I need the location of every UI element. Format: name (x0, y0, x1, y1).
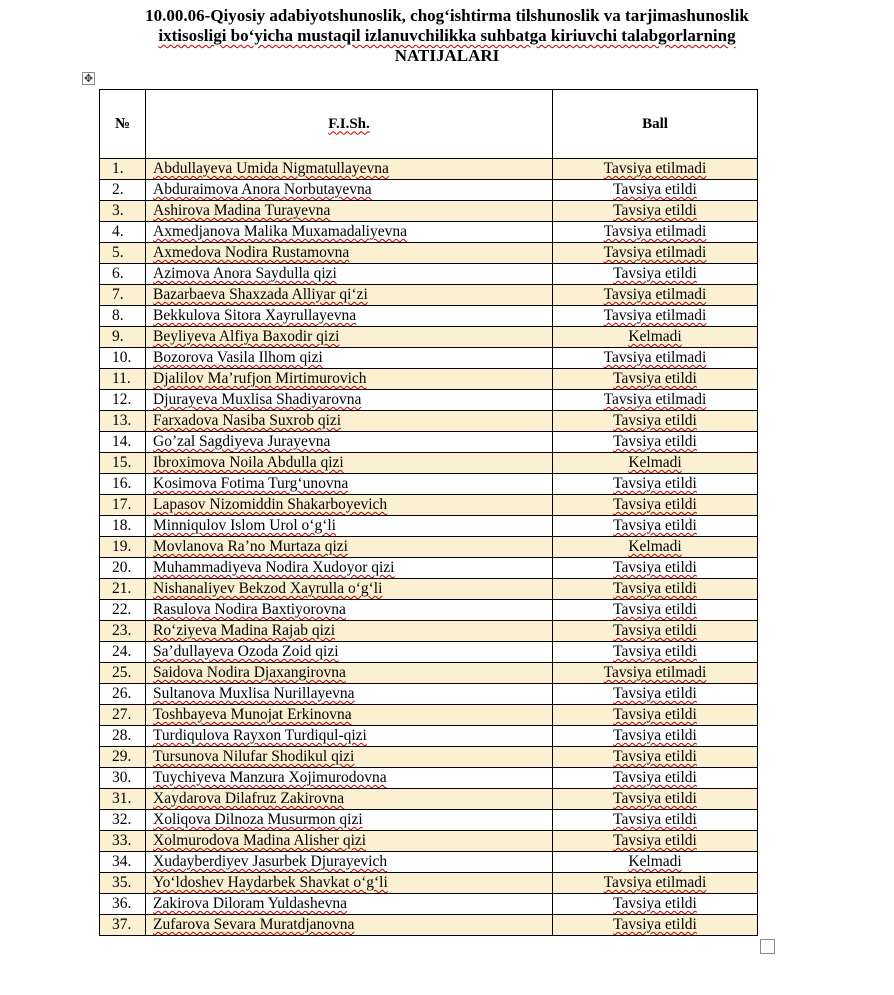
row-status: Kelmadi (628, 328, 682, 345)
row-name: Go’zal Sagdiyeva Jurayevna (153, 433, 331, 450)
table-row (100, 747, 758, 768)
row-name: Djalilov Ma’rufjon Mirtimurovich (153, 370, 367, 387)
row-name-cell (146, 327, 553, 348)
row-status-cell (553, 495, 758, 516)
row-name-cell (146, 621, 553, 642)
row-status-cell (553, 705, 758, 726)
row-name: Zakirova Diloram Yuldashevna (153, 895, 347, 912)
row-status: Tavsiya etilmadi (603, 874, 707, 891)
row-number: 8. (100, 306, 146, 327)
row-name-cell (146, 201, 553, 222)
row-number: 17. (100, 495, 146, 516)
row-status-cell (553, 747, 758, 768)
row-status-cell (553, 894, 758, 915)
row-status-cell (553, 327, 758, 348)
row-status-cell (553, 516, 758, 537)
row-number: 1. (100, 159, 146, 180)
row-status: Tavsiya etildi (613, 769, 697, 786)
table-row (100, 453, 758, 474)
row-status-cell (553, 915, 758, 936)
table-row (100, 621, 758, 642)
row-status: Tavsiya etildi (613, 265, 697, 282)
row-name: Tuychiyeva Manzura Xojimurodovna (153, 769, 387, 786)
row-name: Axmedova Nodira Rustamovna (153, 244, 350, 261)
row-name-cell (146, 495, 553, 516)
row-status-cell (553, 873, 758, 894)
table-row (100, 327, 758, 348)
row-status-cell (553, 453, 758, 474)
row-status-cell (553, 789, 758, 810)
document-title (0, 6, 894, 66)
table-row (100, 306, 758, 327)
row-name-cell (146, 558, 553, 579)
row-number: 21. (100, 579, 146, 600)
row-name: Ibroximova Noila Abdulla qizi (153, 454, 344, 471)
row-status: Tavsiya etildi (613, 181, 697, 198)
row-number: 32. (100, 810, 146, 831)
title-line-3: NATIJALARI (394, 46, 500, 65)
row-status: Tavsiya etildi (613, 622, 697, 639)
row-status-cell (553, 621, 758, 642)
row-name: Abduraimova Anora Norbutayevna (153, 181, 372, 198)
row-number: 30. (100, 768, 146, 789)
row-name-cell (146, 411, 553, 432)
row-name: Saidova Nodira Djaxangirovna (153, 664, 346, 681)
row-number: 35. (100, 873, 146, 894)
row-status: Tavsiya etildi (613, 643, 697, 660)
header-score: Ball (553, 90, 758, 159)
row-name-cell (146, 642, 553, 663)
row-name-cell (146, 894, 553, 915)
row-name-cell (146, 705, 553, 726)
table-row (100, 285, 758, 306)
row-number: 9. (100, 327, 146, 348)
table-row (100, 831, 758, 852)
row-number: 13. (100, 411, 146, 432)
row-name-cell (146, 222, 553, 243)
row-name-cell (146, 684, 553, 705)
row-number: 36. (100, 894, 146, 915)
row-status-cell (553, 642, 758, 663)
row-name-cell (146, 915, 553, 936)
row-name-cell (146, 453, 553, 474)
row-name-cell (146, 789, 553, 810)
row-name-cell (146, 516, 553, 537)
row-status-cell (553, 579, 758, 600)
row-name: Rasulova Nodira Baxtiyorovna (153, 601, 346, 618)
row-name-cell (146, 432, 553, 453)
row-name-cell (146, 747, 553, 768)
row-number: 24. (100, 642, 146, 663)
row-number: 15. (100, 453, 146, 474)
row-number: 31. (100, 789, 146, 810)
row-number: 26. (100, 684, 146, 705)
row-status: Tavsiya etildi (613, 475, 697, 492)
row-status-cell (553, 159, 758, 180)
table-row (100, 768, 758, 789)
table-row (100, 159, 758, 180)
row-number: 6. (100, 264, 146, 285)
row-name-cell (146, 369, 553, 390)
row-status: Kelmadi (628, 454, 682, 471)
header-name-label: F.I.Sh. (328, 115, 370, 132)
table-row (100, 516, 758, 537)
row-number: 22. (100, 600, 146, 621)
row-status-cell (553, 663, 758, 684)
row-name-cell (146, 831, 553, 852)
row-status-cell (553, 684, 758, 705)
row-status: Tavsiya etilmadi (603, 664, 707, 681)
row-status-cell (553, 243, 758, 264)
title-line-1: 10.00.06-Qiyosiy adabiyotshunoslik, chog‘ishtirma tilshunoslik va tarjimashunoslik (145, 6, 749, 25)
row-name: Djurayeva Muxlisa Shadiyarovna (153, 391, 362, 408)
row-name: Farxadova Nasiba Suxrob qizi (153, 412, 342, 429)
row-name: Bekkulova Sitora Xayrullayevna (153, 307, 357, 324)
row-status-cell (553, 768, 758, 789)
row-status: Tavsiya etildi (613, 811, 697, 828)
row-name: Ashirova Madina Turayevna (153, 202, 331, 219)
table-resize-icon[interactable] (760, 939, 775, 954)
row-status: Tavsiya etildi (613, 202, 697, 219)
header-name (146, 90, 553, 159)
row-status: Tavsiya etildi (613, 601, 697, 618)
row-status: Tavsiya etilmadi (603, 307, 707, 324)
row-number: 19. (100, 537, 146, 558)
row-status: Tavsiya etildi (613, 895, 697, 912)
row-status-cell (553, 411, 758, 432)
row-name-cell (146, 159, 553, 180)
row-name: Kosimova Fotima Turg‘unovna (153, 475, 349, 492)
row-status: Tavsiya etildi (613, 706, 697, 723)
table-row (100, 873, 758, 894)
row-status-cell (553, 201, 758, 222)
row-status-cell (553, 180, 758, 201)
row-status-cell (553, 558, 758, 579)
row-name: Xolmurodova Madina Alisher qizi (153, 832, 367, 849)
table-header-row (100, 90, 758, 159)
row-name: Tursunova Nilufar Shodikul qizi (153, 748, 355, 765)
table-row (100, 369, 758, 390)
row-status: Kelmadi (628, 538, 682, 555)
row-status: Tavsiya etilmadi (603, 349, 707, 366)
row-status: Tavsiya etildi (613, 832, 697, 849)
row-number: 34. (100, 852, 146, 873)
row-number: 18. (100, 516, 146, 537)
row-name-cell (146, 474, 553, 495)
table-row (100, 432, 758, 453)
row-number: 5. (100, 243, 146, 264)
row-number: 23. (100, 621, 146, 642)
table-row (100, 600, 758, 621)
row-status: Tavsiya etildi (613, 496, 697, 513)
row-name: Abdullayeva Umida Nigmatullayevna (153, 160, 389, 177)
row-name-cell (146, 768, 553, 789)
row-number: 14. (100, 432, 146, 453)
row-name: Muhammadiyeva Nodira Xudoyor qizi (153, 559, 395, 576)
header-number: № (100, 90, 146, 159)
row-status: Kelmadi (628, 853, 682, 870)
row-status-cell (553, 222, 758, 243)
table-row (100, 915, 758, 936)
row-name-cell (146, 600, 553, 621)
row-status: Tavsiya etildi (613, 790, 697, 807)
row-status-cell (553, 474, 758, 495)
row-name: Movlanova Ra’no Murtaza qizi (153, 538, 348, 555)
table-row (100, 180, 758, 201)
row-name: Yo‘ldoshev Haydarbek Shavkat o‘g‘li (153, 874, 388, 891)
row-name-cell (146, 285, 553, 306)
row-status: Tavsiya etildi (613, 517, 697, 534)
row-status-cell (553, 348, 758, 369)
row-number: 3. (100, 201, 146, 222)
row-status: Tavsiya etildi (613, 748, 697, 765)
row-number: 2. (100, 180, 146, 201)
row-name: Axmedjanova Malika Muxamadaliyevna (153, 223, 407, 240)
table-row (100, 201, 758, 222)
row-status-cell (553, 390, 758, 411)
row-number: 28. (100, 726, 146, 747)
row-name: Xaydarova Dilafruz Zakirovna (153, 790, 345, 807)
row-status-cell (553, 432, 758, 453)
table-row (100, 789, 758, 810)
row-status: Tavsiya etilmadi (603, 391, 707, 408)
row-name-cell (146, 726, 553, 747)
row-name: Sultanova Muxlisa Nurillayevna (153, 685, 355, 702)
table-row (100, 495, 758, 516)
results-table (99, 89, 758, 936)
row-status-cell (553, 306, 758, 327)
table-row (100, 684, 758, 705)
row-status: Tavsiya etildi (613, 685, 697, 702)
table-body (100, 159, 758, 936)
table-row (100, 558, 758, 579)
row-status-cell (553, 264, 758, 285)
table-row (100, 894, 758, 915)
table-row (100, 348, 758, 369)
row-status-cell (553, 537, 758, 558)
table-row (100, 474, 758, 495)
row-status-cell (553, 810, 758, 831)
row-number: 33. (100, 831, 146, 852)
row-name: Sa’dullayeva Ozoda Zoid qizi (153, 643, 339, 660)
row-name: Minniqulov Islom Urol o‘g‘li (153, 517, 336, 534)
row-name: Beyliyeva Alfiya Baxodir qizi (153, 328, 340, 345)
row-status-cell (553, 852, 758, 873)
row-status: Tavsiya etilmadi (603, 244, 707, 261)
row-status: Tavsiya etildi (613, 370, 697, 387)
row-name: Bazarbaeva Shaxzada Alliyar qi‘zi (153, 286, 368, 303)
row-name-cell (146, 390, 553, 411)
row-name-cell (146, 537, 553, 558)
table-row (100, 852, 758, 873)
row-number: 11. (100, 369, 146, 390)
row-number: 27. (100, 705, 146, 726)
table-row (100, 264, 758, 285)
row-number: 4. (100, 222, 146, 243)
row-status-cell (553, 369, 758, 390)
row-name: Turdiqulova Rayxon Turdiqul-qizi (153, 727, 367, 744)
row-number: 10. (100, 348, 146, 369)
row-number: 7. (100, 285, 146, 306)
row-number: 16. (100, 474, 146, 495)
row-name: Bozorova Vasila Ilhom qizi (153, 349, 323, 366)
row-name: Lapasov Nizomiddin Shakarboyevich (153, 496, 388, 513)
table-row (100, 243, 758, 264)
row-status: Tavsiya etilmadi (603, 286, 707, 303)
row-name: Toshbayeva Munojat Erkinovna (153, 706, 352, 723)
table-move-icon[interactable]: ✥ (83, 72, 94, 85)
row-status-cell (553, 831, 758, 852)
row-status: Tavsiya etildi (613, 580, 697, 597)
row-number: 29. (100, 747, 146, 768)
row-status-cell (553, 600, 758, 621)
row-status: Tavsiya etilmadi (603, 223, 707, 240)
row-number: 12. (100, 390, 146, 411)
row-status: Tavsiya etildi (613, 412, 697, 429)
row-name: Azimova Anora Saydulla qizi (153, 265, 337, 282)
table-row (100, 390, 758, 411)
row-name-cell (146, 348, 553, 369)
row-number: 20. (100, 558, 146, 579)
row-status: Tavsiya etildi (613, 433, 697, 450)
row-name: Xudayberdiyev Jasurbek Djurayevich (153, 853, 388, 870)
row-name-cell (146, 873, 553, 894)
row-status: Tavsiya etildi (613, 727, 697, 744)
table-row (100, 726, 758, 747)
row-status-cell (553, 285, 758, 306)
title-line-2: ixtisosligi bo‘yicha mustaqil izlanuvchilikka suhbatga kiriuvchi talabgorlarning (158, 26, 736, 45)
table-row (100, 705, 758, 726)
table-row (100, 411, 758, 432)
row-number: 25. (100, 663, 146, 684)
table-row (100, 537, 758, 558)
row-name-cell (146, 243, 553, 264)
table-row (100, 642, 758, 663)
row-name: Nishanaliyev Bekzod Xayrulla o‘g‘li (153, 580, 383, 597)
row-name-cell (146, 852, 553, 873)
row-name-cell (146, 180, 553, 201)
row-status-cell (553, 726, 758, 747)
row-name-cell (146, 810, 553, 831)
row-name-cell (146, 663, 553, 684)
table-row (100, 663, 758, 684)
row-status: Tavsiya etildi (613, 916, 697, 933)
row-status: Tavsiya etilmadi (603, 160, 707, 177)
row-number: 37. (100, 915, 146, 936)
row-name: Zufarova Sevara Muratdjanovna (153, 916, 355, 933)
table-row (100, 579, 758, 600)
row-name: Xoliqova Dilnoza Musurmon qizi (153, 811, 363, 828)
row-name-cell (146, 579, 553, 600)
row-name: Ro‘ziyeva Madina Rajab qizi (153, 622, 336, 639)
row-name-cell (146, 306, 553, 327)
row-status: Tavsiya etildi (613, 559, 697, 576)
table-row (100, 810, 758, 831)
row-name-cell (146, 264, 553, 285)
table-row (100, 222, 758, 243)
